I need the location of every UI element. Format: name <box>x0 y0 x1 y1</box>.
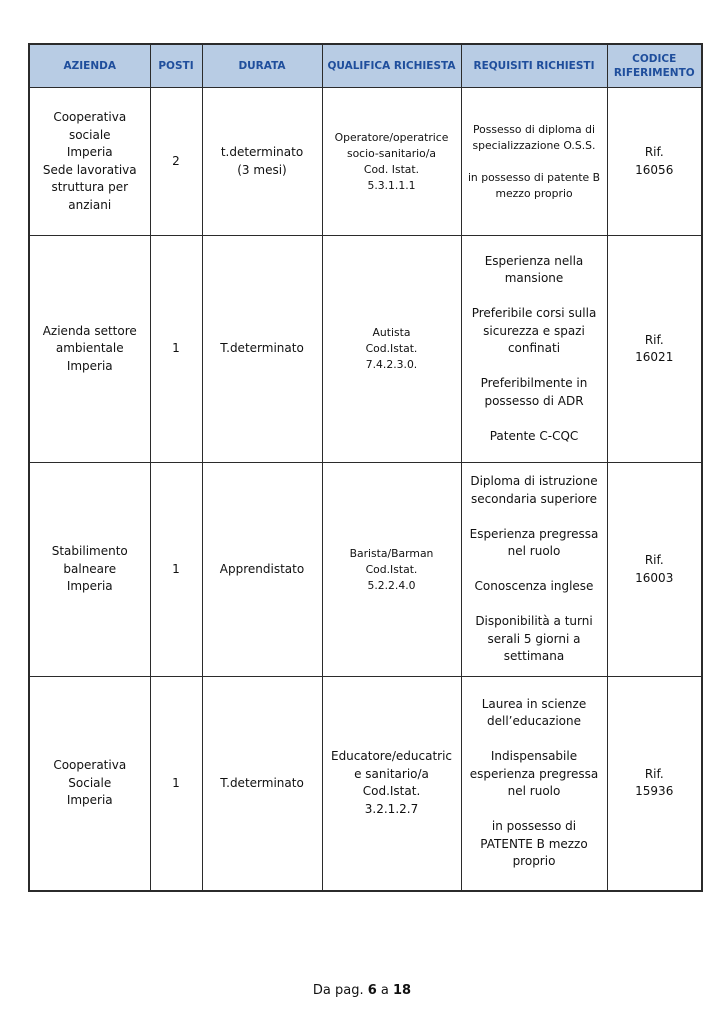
header-requisiti: REQUISITI RICHIESTI <box>461 44 607 88</box>
cell-azienda: Stabilimento balneare Imperia <box>29 463 150 677</box>
table-row <box>29 463 702 677</box>
job-offers-table <box>28 43 703 892</box>
cell-codice: Rif. 16056 <box>607 88 702 236</box>
page-footer <box>0 983 724 998</box>
cell-posti: 1 <box>150 463 202 677</box>
cell-codice: Rif. 15936 <box>607 677 702 891</box>
table-header-row <box>29 44 702 88</box>
header-posti: POSTI <box>150 44 202 88</box>
cell-qualifica: Operatore/operatrice socio-sanitario/a Cod. Istat. 5.3.1.1.1 <box>322 88 461 236</box>
cell-azienda: Azienda settore ambientale Imperia <box>29 236 150 463</box>
footer-total-pages: 18 <box>393 983 412 998</box>
cell-requisiti: Laurea in scienze dell’educazione Indispensabile esperienza pregressa nel ruolo in possesso di PATENTE B mezzo proprio <box>461 677 607 891</box>
cell-requisiti: Possesso di diploma di specializzazione O.S.S. in possesso di patente B mezzo proprio <box>461 88 607 236</box>
header-durata: DURATA <box>202 44 322 88</box>
footer-prefix: Da pag. <box>312 983 368 998</box>
cell-codice: Rif. 16021 <box>607 236 702 463</box>
header-codice: CODICE RIFERIMENTO <box>607 44 702 88</box>
footer-page-number: 6 <box>367 983 377 998</box>
footer-middle: a <box>376 983 394 998</box>
cell-posti: 2 <box>150 88 202 236</box>
cell-qualifica: Barista/Barman Cod.Istat. 5.2.2.4.0 <box>322 463 461 677</box>
cell-posti: 1 <box>150 677 202 891</box>
cell-codice: Rif. 16003 <box>607 463 702 677</box>
cell-durata: Apprendistato <box>202 463 322 677</box>
header-azienda: AZIENDA <box>29 44 150 88</box>
cell-requisiti: Diploma di istruzione secondaria superiore Esperienza pregressa nel ruolo Conoscenza inglese Disponibilità a turni serali 5 giorni a settimana <box>461 463 607 677</box>
cell-qualifica: Autista Cod.Istat. 7.4.2.3.0. <box>322 236 461 463</box>
table-row <box>29 677 702 891</box>
header-qualifica: QUALIFICA RICHIESTA <box>322 44 461 88</box>
cell-durata: T.determinato <box>202 236 322 463</box>
cell-qualifica: Educatore/educatric e sanitario/a Cod.Istat. 3.2.1.2.7 <box>322 677 461 891</box>
table-row <box>29 236 702 463</box>
cell-posti: 1 <box>150 236 202 463</box>
cell-azienda: Cooperativa Sociale Imperia <box>29 677 150 891</box>
cell-azienda: Cooperativa sociale Imperia Sede lavorativa struttura per anziani <box>29 88 150 236</box>
cell-durata: T.determinato <box>202 677 322 891</box>
cell-requisiti: Esperienza nella mansione Preferibile corsi sulla sicurezza e spazi confinati Preferibilmente in possesso di ADR Patente C-CQC <box>461 236 607 463</box>
table-row <box>29 88 702 236</box>
cell-durata: t.determinato (3 mesi) <box>202 88 322 236</box>
